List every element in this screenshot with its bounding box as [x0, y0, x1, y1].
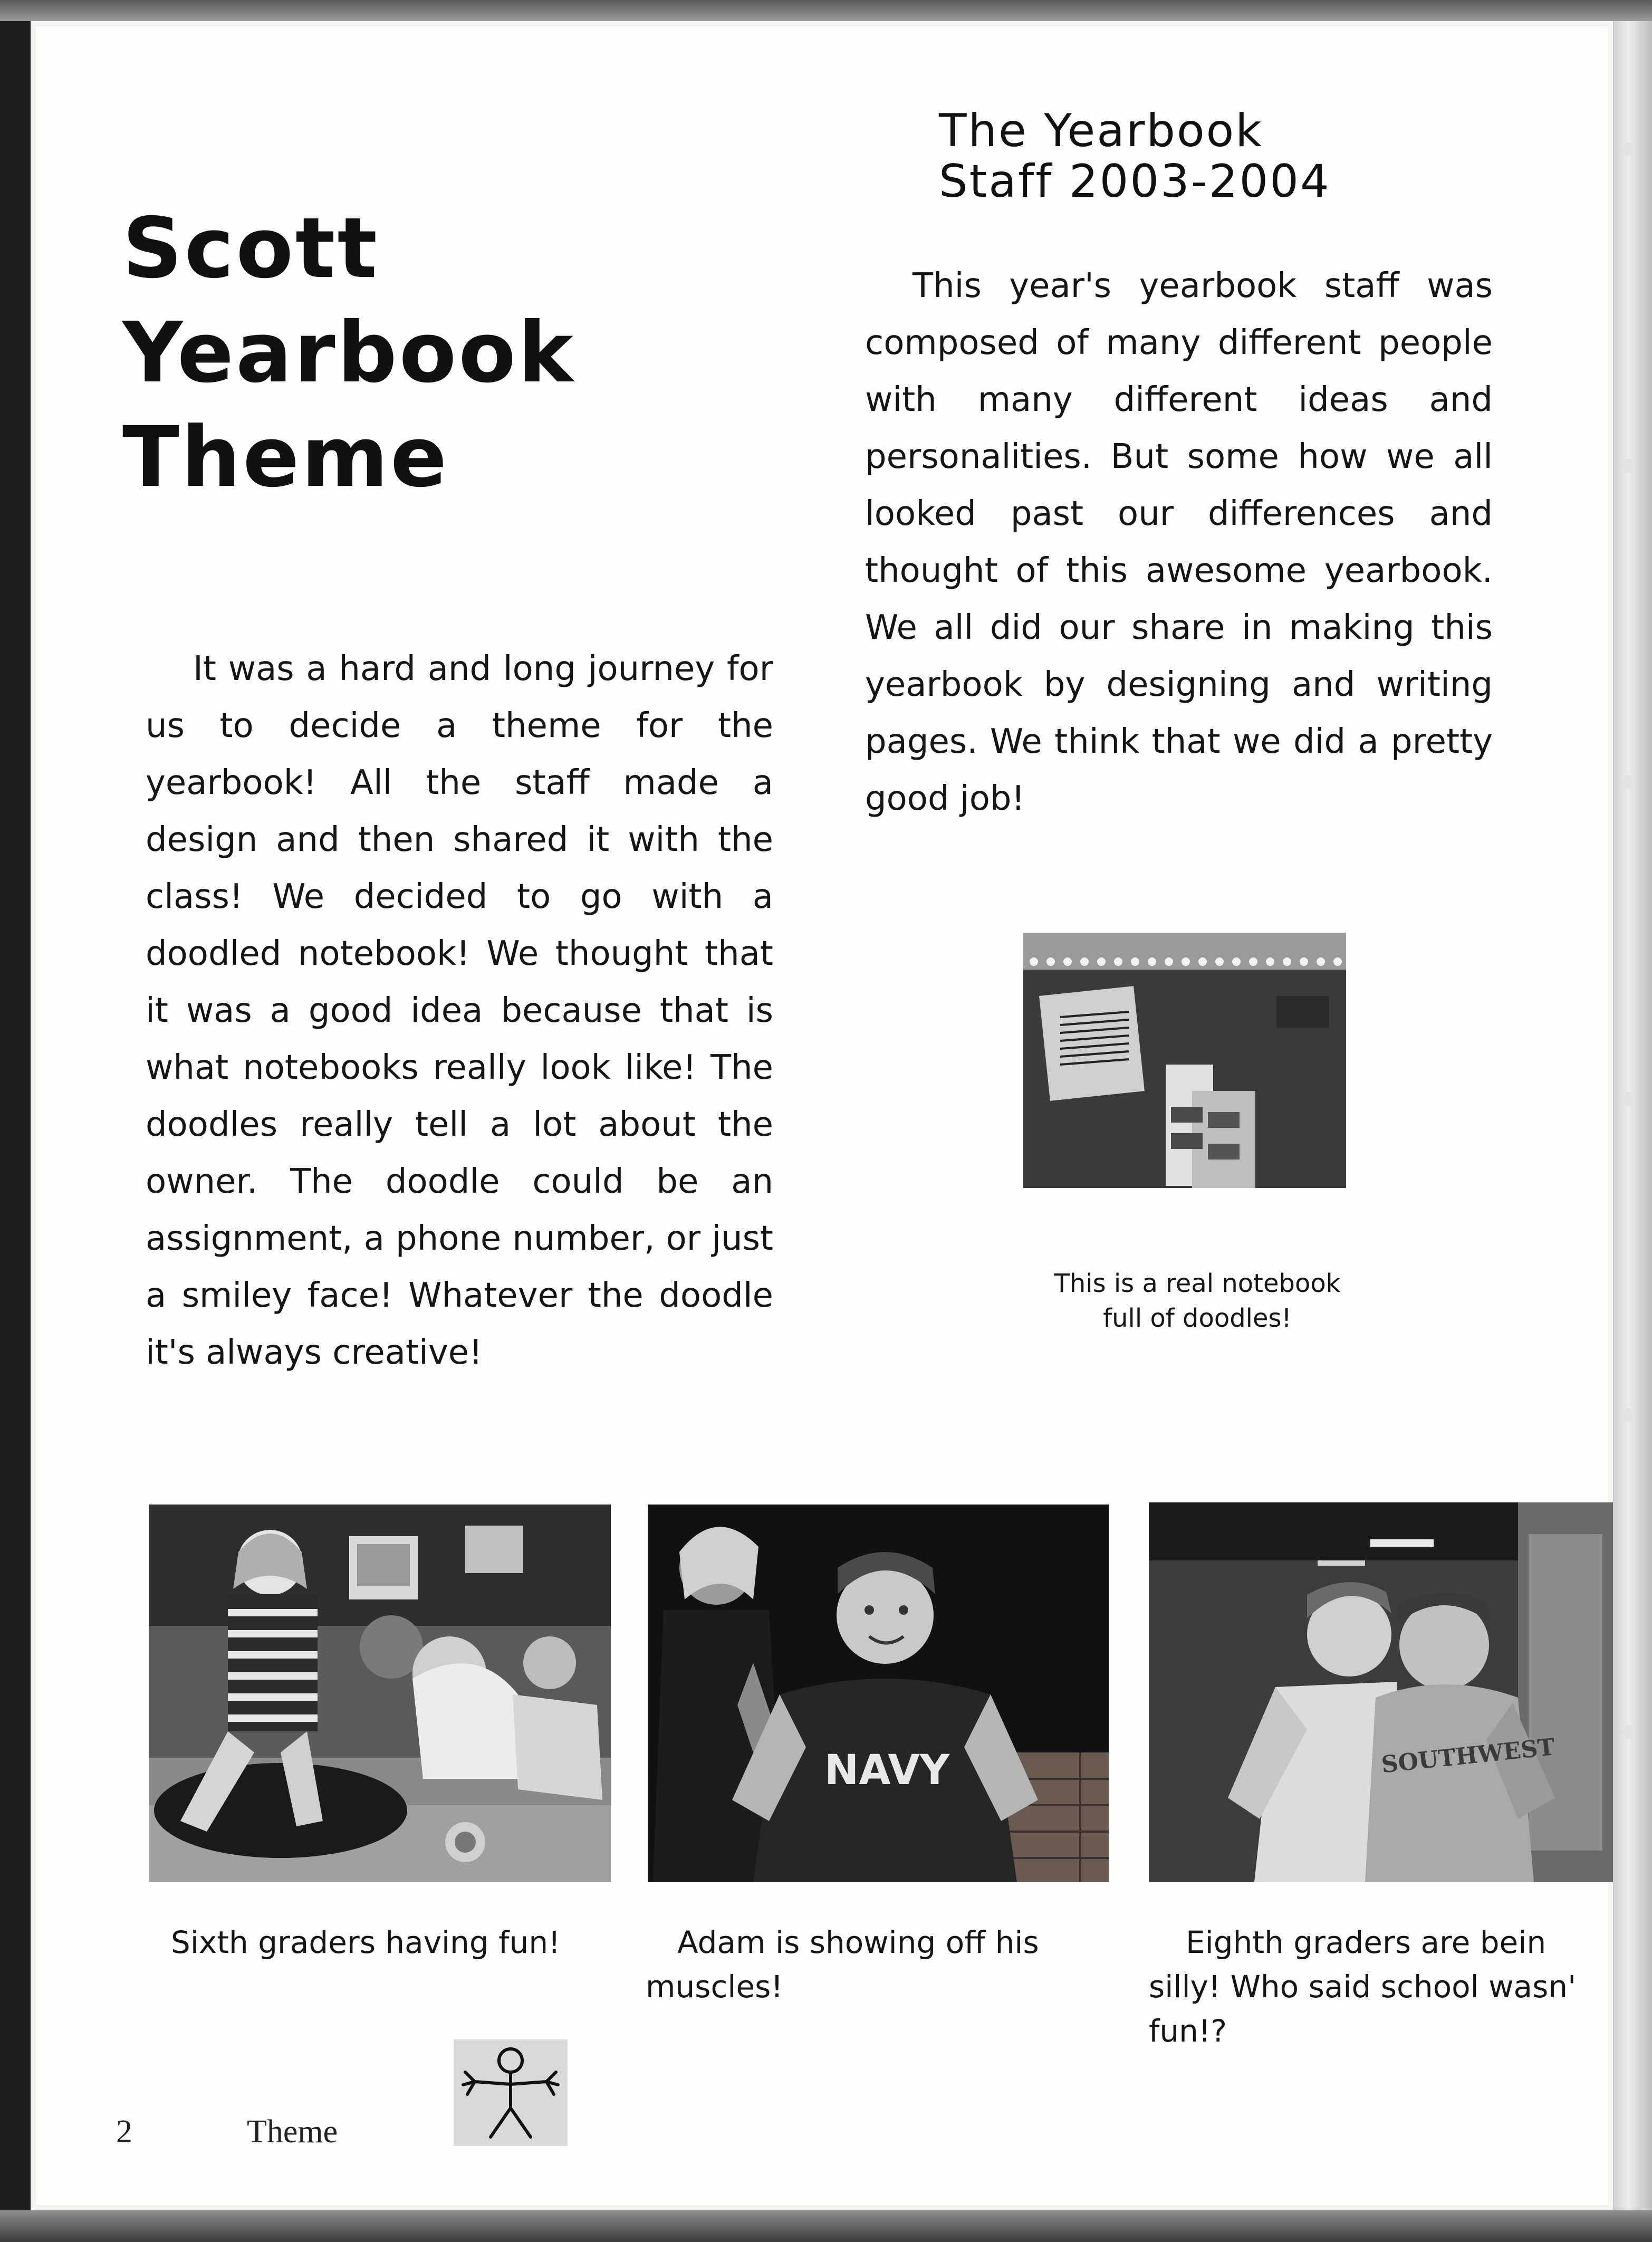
- page-binding-edge: [1613, 21, 1652, 2210]
- theme-paragraph: It was a hard and long journey for us to decide a theme for the yearbook! All the staff made a design and then shared it with the class! We decided to go with a doodled notebook! We thought that it was a good idea because that is what notebooks really look like! The doodles really tell a lot about the owner. The doodle could be an assignment, a phone number, or just a smiley face! Whatever the doodle it's always creative!: [146, 649, 773, 1372]
- eighth-graders-caption: Eighth graders are bein silly! Who said school wasn' fun!?: [1149, 1924, 1577, 2049]
- page-number: 2: [116, 2114, 132, 2150]
- section-name: Theme: [247, 2114, 338, 2150]
- notebook-caption: This is a real notebook full of doodles!: [1054, 1269, 1341, 1333]
- navy-shirt-text: NAVY: [824, 1747, 950, 1794]
- title-line: Scott: [122, 200, 380, 297]
- sixth-graders-caption: Sixth graders having fun!: [171, 1924, 561, 1960]
- staff-heading-line: Staff 2003-2004: [939, 155, 1331, 208]
- southwest-shirt-text: SOUTHWEST: [1380, 1733, 1557, 1779]
- stick-figure-icon: [454, 2039, 568, 2146]
- adam-photo: [648, 1505, 1109, 1882]
- binding-hole: [1624, 142, 1634, 156]
- binding-hole: [1624, 1725, 1634, 1739]
- sixth-graders-photo: [149, 1505, 611, 1882]
- title-line: Yearbook: [122, 304, 575, 401]
- scan-bottom-edge: [0, 2210, 1652, 2242]
- staff-heading: [939, 106, 1466, 207]
- notebook-photo: [1023, 933, 1346, 1188]
- eighth-graders-photo: [1149, 1502, 1613, 1882]
- binding-hole: [1624, 775, 1634, 789]
- binding-hole: [1624, 459, 1634, 473]
- staff-paragraph: This year's yearbook staff was composed of many different people with many different ideas and personalities. But some how we all looked past our differences and thought of this awesome yearbook. We all did our share in making this yearbook by designing and writing pages. We think that we did a pretty good job!: [865, 266, 1493, 818]
- adam-caption: Adam is showing off his muscles!: [646, 1924, 1039, 2005]
- staff-heading-line: The Yearbook: [939, 104, 1263, 157]
- title-line: Theme: [122, 409, 449, 506]
- binding-hole: [1624, 1409, 1634, 1422]
- scan-top-edge: [0, 0, 1652, 21]
- page-title: [122, 196, 808, 510]
- binding-hole: [1624, 1092, 1634, 1106]
